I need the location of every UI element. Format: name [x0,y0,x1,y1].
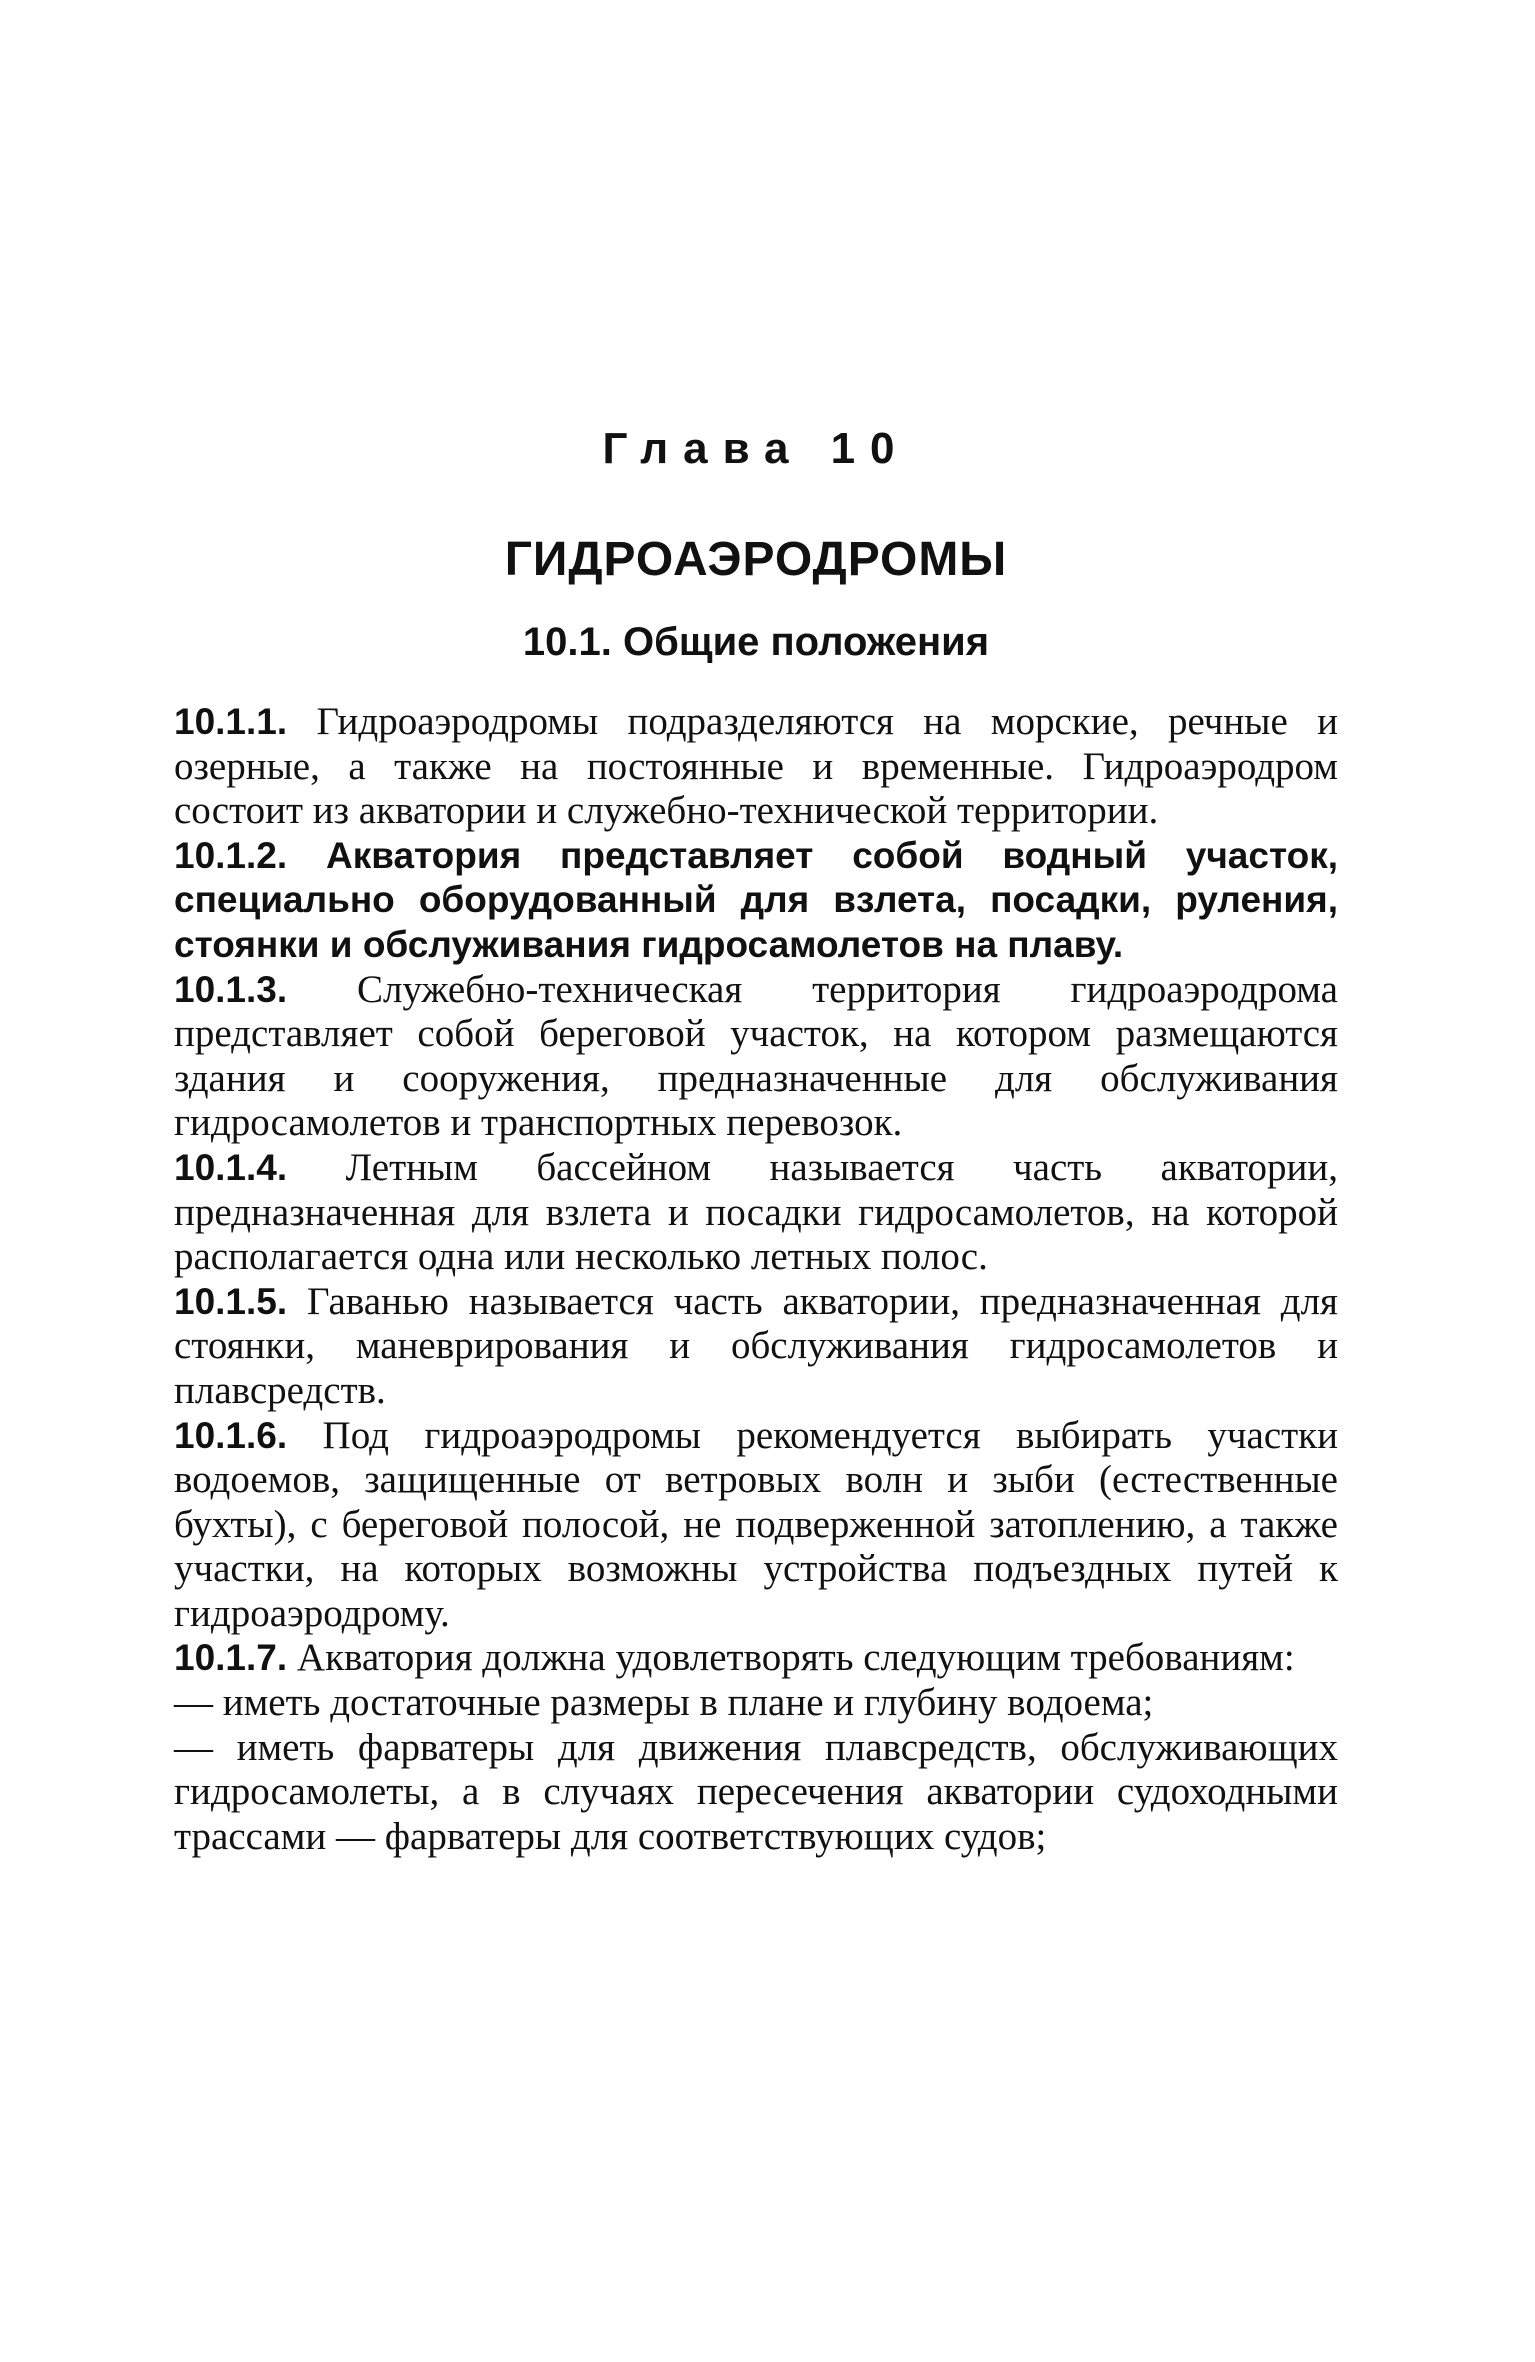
paragraph-text: Акватория должна удовлетворять следующим требованиям: [287,1636,1295,1680]
paragraph-number: 10.1.1. [174,701,288,742]
chapter-title: ГИДРОАЭРОДРОМЫ [504,533,1008,586]
paragraph-text: Гидроаэродромы подразделяются на морские, речные и озерные, а также на постоянные и временные. Гидроаэродром состоит из акватории и служебно-технической территории. [174,700,1338,833]
paragraph-number: 10.1.2. [174,834,288,876]
paragraph-text: Служебно-техническая территория гидроаэродрома представляет собой береговой участок, на котором размещаются здания и сооружения, предназначенные для обслуживания гидросамолетов и транспортных перевозок. [174,967,1338,1145]
paragraph-text: Летным бассейном называется часть акватории, предназначенная для взлета и посадки гидросамолетов, на которой располагается одна или несколько летных полос. [174,1145,1338,1279]
paragraph-10-1-3 [174,968,1338,1146]
paragraph-text: Акватория представляет собой водный участок, специально оборудованный для взлета, посадки, руления, стоянки и обслуживания гидросамолетов на плаву. [174,834,1338,965]
paragraph-number: 10.1.7. [174,1637,288,1679]
section-title: 10.1. Общие положения [522,620,990,664]
chapter-label: Глава 10 [602,424,910,473]
paragraph-10-1-5 [174,1280,1338,1414]
paragraph-10-1-4 [174,1146,1338,1280]
document-page [174,0,1338,2362]
paragraph-10-1-1 [174,700,1338,834]
paragraph-text: Гаванью называется часть акватории, предназначенная для стоянки, маневрирования и обслуживания гидросамолетов и плавсредств. [174,1279,1338,1412]
paragraph-10-1-2 [174,834,1338,968]
paragraph-number: 10.1.6. [174,1414,288,1456]
document-body [174,700,1338,1859]
list-item [174,1726,1338,1860]
paragraph-number: 10.1.3. [174,968,288,1010]
list-item-text: — иметь фарватеры для движения плавсредств, обслуживающих гидросамолеты, а в случаях пересечения акватории судоходными трассами — фарватеры для соответствующих судов; [174,1725,1338,1858]
paragraph-10-1-6 [174,1414,1338,1637]
list-item-text: — иметь достаточные размеры в плане и глубину водоема; [174,1681,1154,1725]
list-item [174,1681,1338,1726]
paragraph-text: Под гидроаэродромы рекомендуется выбирать участки водоемов, защищенные от ветровых волн и зыби (естественные бухты), с береговой полосой, не подверженной затоплению, а также участки, на которых возможны устройства подъездных путей к гидроаэродрому. [174,1413,1338,1635]
paragraph-number: 10.1.4. [174,1146,288,1188]
paragraph-10-1-7 [174,1636,1338,1681]
paragraph-number: 10.1.5. [174,1280,288,1322]
